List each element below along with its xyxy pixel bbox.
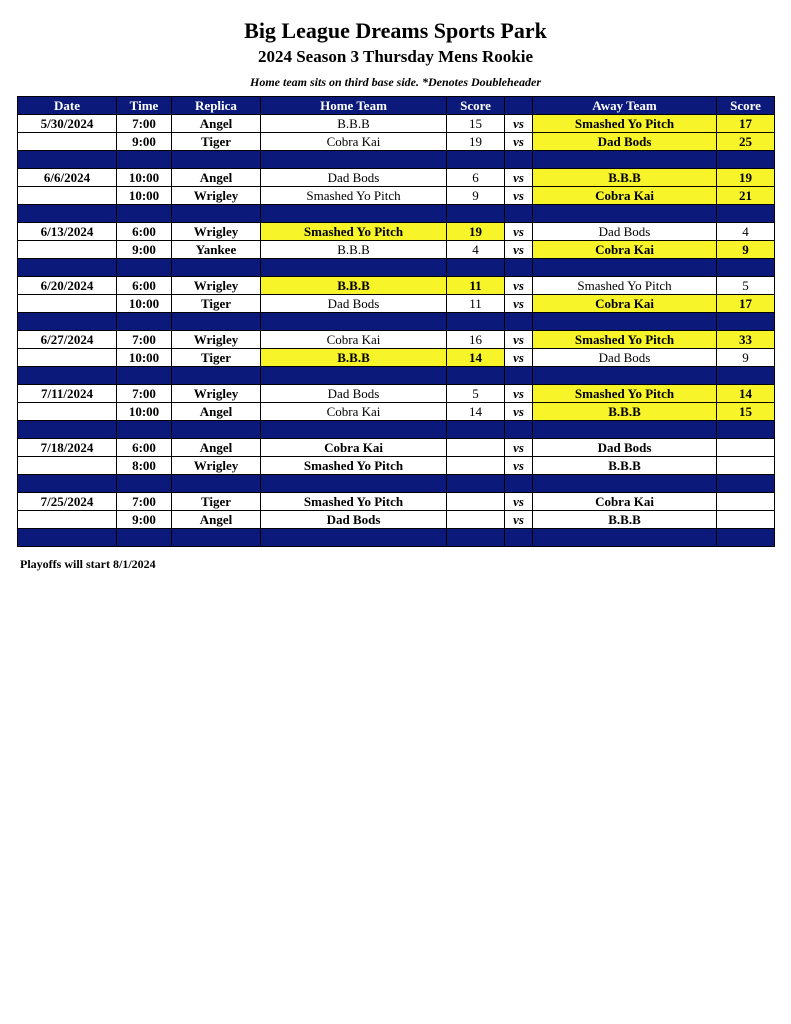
date-cell: 6/6/2024	[18, 169, 117, 187]
away-score-cell: 5	[717, 277, 775, 295]
page-title: Big League Dreams Sports Park	[244, 18, 547, 43]
home-score-cell: 15	[447, 115, 505, 133]
time-cell: 7:00	[117, 331, 172, 349]
separator-cell	[18, 475, 117, 493]
column-header-time: Time	[117, 97, 172, 115]
vs-cell: vs	[505, 295, 533, 313]
away-score-cell	[717, 511, 775, 529]
week-separator-row	[18, 259, 775, 277]
home-score-cell: 14	[447, 349, 505, 367]
home-score-cell: 6	[447, 169, 505, 187]
separator-cell	[117, 367, 172, 385]
separator-cell	[117, 205, 172, 223]
away-team-cell: Dad Bods	[533, 439, 717, 457]
home-team-cell: Cobra Kai	[261, 403, 447, 421]
home-score-cell: 9	[447, 187, 505, 205]
replica-cell: Wrigley	[172, 331, 261, 349]
table-row	[18, 511, 775, 529]
separator-cell	[505, 151, 533, 169]
replica-cell: Wrigley	[172, 187, 261, 205]
home-team-cell: Smashed Yo Pitch	[261, 223, 447, 241]
home-team-cell: Smashed Yo Pitch	[261, 187, 447, 205]
week-separator-row	[18, 367, 775, 385]
time-cell: 7:00	[117, 493, 172, 511]
week-separator-row	[18, 421, 775, 439]
time-cell: 7:00	[117, 115, 172, 133]
schedule-body	[18, 115, 775, 547]
home-team-cell: Smashed Yo Pitch	[261, 457, 447, 475]
playoffs-note: Playoffs will start 8/1/2024	[20, 557, 156, 571]
separator-cell	[18, 205, 117, 223]
away-team-cell: Cobra Kai	[533, 241, 717, 259]
separator-cell	[717, 205, 775, 223]
away-score-cell: 14	[717, 385, 775, 403]
vs-cell: vs	[505, 133, 533, 151]
time-cell: 10:00	[117, 169, 172, 187]
home-team-cell: Smashed Yo Pitch	[261, 493, 447, 511]
vs-cell: vs	[505, 223, 533, 241]
table-row	[18, 223, 775, 241]
date-cell: 7/18/2024	[18, 439, 117, 457]
home-score-cell	[447, 439, 505, 457]
date-cell	[18, 349, 117, 367]
date-cell	[18, 511, 117, 529]
separator-cell	[505, 529, 533, 547]
separator-cell	[172, 367, 261, 385]
separator-cell	[447, 151, 505, 169]
date-cell	[18, 241, 117, 259]
separator-cell	[172, 475, 261, 493]
vs-cell: vs	[505, 439, 533, 457]
time-cell: 10:00	[117, 187, 172, 205]
vs-cell: vs	[505, 241, 533, 259]
separator-cell	[717, 529, 775, 547]
schedule-note: Home team sits on third base side. *Denotes Doubleheader	[250, 75, 541, 89]
home-team-cell: Dad Bods	[261, 385, 447, 403]
date-cell: 7/25/2024	[18, 493, 117, 511]
home-score-cell	[447, 457, 505, 475]
separator-cell	[261, 313, 447, 331]
separator-cell	[717, 259, 775, 277]
replica-cell: Angel	[172, 403, 261, 421]
separator-cell	[261, 151, 447, 169]
separator-cell	[261, 259, 447, 277]
column-header-home-score: Score	[447, 97, 505, 115]
table-row	[18, 331, 775, 349]
time-cell: 6:00	[117, 223, 172, 241]
column-header-away-score: Score	[717, 97, 775, 115]
away-score-cell: 25	[717, 133, 775, 151]
home-team-cell: Dad Bods	[261, 169, 447, 187]
separator-cell	[717, 475, 775, 493]
date-cell: 6/20/2024	[18, 277, 117, 295]
replica-cell: Angel	[172, 169, 261, 187]
separator-cell	[117, 151, 172, 169]
separator-cell	[261, 367, 447, 385]
week-separator-row	[18, 529, 775, 547]
table-header-row	[18, 97, 775, 115]
separator-cell	[717, 151, 775, 169]
date-cell: 6/27/2024	[18, 331, 117, 349]
separator-cell	[533, 475, 717, 493]
column-header-vs	[505, 97, 533, 115]
home-score-cell: 11	[447, 277, 505, 295]
replica-cell: Angel	[172, 439, 261, 457]
separator-cell	[117, 475, 172, 493]
home-score-cell: 19	[447, 223, 505, 241]
away-team-cell: Dad Bods	[533, 223, 717, 241]
separator-cell	[117, 529, 172, 547]
column-header-home-team: Home Team	[261, 97, 447, 115]
vs-cell: vs	[505, 187, 533, 205]
home-team-cell: B.B.B	[261, 241, 447, 259]
home-team-cell: B.B.B	[261, 349, 447, 367]
home-team-cell: B.B.B	[261, 115, 447, 133]
separator-cell	[717, 367, 775, 385]
away-score-cell: 33	[717, 331, 775, 349]
separator-cell	[447, 475, 505, 493]
away-team-cell: Cobra Kai	[533, 187, 717, 205]
replica-cell: Tiger	[172, 349, 261, 367]
away-score-cell: 17	[717, 115, 775, 133]
schedule-table	[17, 96, 775, 547]
home-score-cell	[447, 511, 505, 529]
home-team-cell: Dad Bods	[261, 295, 447, 313]
separator-cell	[172, 421, 261, 439]
away-score-cell	[717, 493, 775, 511]
vs-cell: vs	[505, 349, 533, 367]
column-header-date: Date	[18, 97, 117, 115]
date-cell: 6/13/2024	[18, 223, 117, 241]
replica-cell: Wrigley	[172, 457, 261, 475]
home-score-cell	[447, 493, 505, 511]
separator-cell	[117, 421, 172, 439]
separator-cell	[533, 367, 717, 385]
away-score-cell	[717, 439, 775, 457]
date-cell	[18, 295, 117, 313]
home-team-cell: Cobra Kai	[261, 133, 447, 151]
date-cell	[18, 403, 117, 421]
away-team-cell: B.B.B	[533, 457, 717, 475]
page-subtitle: 2024 Season 3 Thursday Mens Rookie	[257, 47, 534, 66]
away-score-cell: 15	[717, 403, 775, 421]
separator-cell	[172, 313, 261, 331]
column-header-replica: Replica	[172, 97, 261, 115]
replica-cell: Wrigley	[172, 277, 261, 295]
separator-cell	[261, 421, 447, 439]
separator-cell	[505, 475, 533, 493]
replica-cell: Yankee	[172, 241, 261, 259]
time-cell: 10:00	[117, 349, 172, 367]
away-score-cell: 17	[717, 295, 775, 313]
away-team-cell: Dad Bods	[533, 349, 717, 367]
separator-cell	[447, 529, 505, 547]
vs-cell: vs	[505, 511, 533, 529]
vs-cell: vs	[505, 385, 533, 403]
table-row	[18, 439, 775, 457]
table-row	[18, 187, 775, 205]
separator-cell	[533, 259, 717, 277]
date-cell	[18, 457, 117, 475]
separator-cell	[261, 475, 447, 493]
time-cell: 8:00	[117, 457, 172, 475]
separator-cell	[117, 313, 172, 331]
away-score-cell: 19	[717, 169, 775, 187]
away-team-cell: B.B.B	[533, 511, 717, 529]
table-row	[18, 115, 775, 133]
away-score-cell: 4	[717, 223, 775, 241]
table-row	[18, 241, 775, 259]
time-cell: 9:00	[117, 133, 172, 151]
week-separator-row	[18, 475, 775, 493]
table-row	[18, 277, 775, 295]
replica-cell: Tiger	[172, 493, 261, 511]
time-cell: 9:00	[117, 241, 172, 259]
home-score-cell: 16	[447, 331, 505, 349]
table-row	[18, 295, 775, 313]
table-row	[18, 457, 775, 475]
away-score-cell	[717, 457, 775, 475]
table-row	[18, 385, 775, 403]
table-row	[18, 403, 775, 421]
home-score-cell: 14	[447, 403, 505, 421]
table-row	[18, 169, 775, 187]
home-score-cell: 19	[447, 133, 505, 151]
away-score-cell: 9	[717, 241, 775, 259]
home-score-cell: 4	[447, 241, 505, 259]
separator-cell	[18, 529, 117, 547]
time-cell: 10:00	[117, 403, 172, 421]
separator-cell	[18, 259, 117, 277]
separator-cell	[18, 151, 117, 169]
time-cell: 7:00	[117, 385, 172, 403]
separator-cell	[505, 205, 533, 223]
week-separator-row	[18, 151, 775, 169]
time-cell: 9:00	[117, 511, 172, 529]
away-score-cell: 9	[717, 349, 775, 367]
separator-cell	[172, 259, 261, 277]
separator-cell	[505, 259, 533, 277]
separator-cell	[447, 205, 505, 223]
separator-cell	[717, 313, 775, 331]
week-separator-row	[18, 313, 775, 331]
separator-cell	[533, 151, 717, 169]
separator-cell	[117, 259, 172, 277]
vs-cell: vs	[505, 115, 533, 133]
separator-cell	[505, 367, 533, 385]
away-team-cell: B.B.B	[533, 169, 717, 187]
home-team-cell: Cobra Kai	[261, 439, 447, 457]
home-team-cell: B.B.B	[261, 277, 447, 295]
replica-cell: Angel	[172, 511, 261, 529]
separator-cell	[533, 205, 717, 223]
vs-cell: vs	[505, 457, 533, 475]
away-team-cell: Smashed Yo Pitch	[533, 277, 717, 295]
separator-cell	[533, 421, 717, 439]
separator-cell	[505, 313, 533, 331]
home-score-cell: 11	[447, 295, 505, 313]
home-team-cell: Dad Bods	[261, 511, 447, 529]
away-team-cell: Dad Bods	[533, 133, 717, 151]
time-cell: 6:00	[117, 439, 172, 457]
separator-cell	[172, 529, 261, 547]
vs-cell: vs	[505, 331, 533, 349]
separator-cell	[447, 313, 505, 331]
time-cell: 6:00	[117, 277, 172, 295]
separator-cell	[172, 151, 261, 169]
week-separator-row	[18, 205, 775, 223]
replica-cell: Tiger	[172, 133, 261, 151]
away-team-cell: Cobra Kai	[533, 493, 717, 511]
table-row	[18, 493, 775, 511]
replica-cell: Wrigley	[172, 385, 261, 403]
table-row	[18, 133, 775, 151]
separator-cell	[18, 313, 117, 331]
vs-cell: vs	[505, 169, 533, 187]
date-cell	[18, 133, 117, 151]
date-cell	[18, 187, 117, 205]
table-row	[18, 349, 775, 367]
separator-cell	[447, 259, 505, 277]
separator-cell	[261, 205, 447, 223]
away-team-cell: Smashed Yo Pitch	[533, 115, 717, 133]
replica-cell: Wrigley	[172, 223, 261, 241]
separator-cell	[18, 421, 117, 439]
away-team-cell: Cobra Kai	[533, 295, 717, 313]
date-cell: 7/11/2024	[18, 385, 117, 403]
separator-cell	[172, 205, 261, 223]
replica-cell: Angel	[172, 115, 261, 133]
away-team-cell: Smashed Yo Pitch	[533, 385, 717, 403]
replica-cell: Tiger	[172, 295, 261, 313]
column-header-away-team: Away Team	[533, 97, 717, 115]
home-team-cell: Cobra Kai	[261, 331, 447, 349]
separator-cell	[447, 421, 505, 439]
date-cell: 5/30/2024	[18, 115, 117, 133]
away-team-cell: B.B.B	[533, 403, 717, 421]
separator-cell	[533, 529, 717, 547]
vs-cell: vs	[505, 277, 533, 295]
vs-cell: vs	[505, 493, 533, 511]
away-team-cell: Smashed Yo Pitch	[533, 331, 717, 349]
vs-cell: vs	[505, 403, 533, 421]
separator-cell	[261, 529, 447, 547]
home-score-cell: 5	[447, 385, 505, 403]
separator-cell	[447, 367, 505, 385]
separator-cell	[533, 313, 717, 331]
separator-cell	[505, 421, 533, 439]
away-score-cell: 21	[717, 187, 775, 205]
time-cell: 10:00	[117, 295, 172, 313]
separator-cell	[717, 421, 775, 439]
separator-cell	[18, 367, 117, 385]
